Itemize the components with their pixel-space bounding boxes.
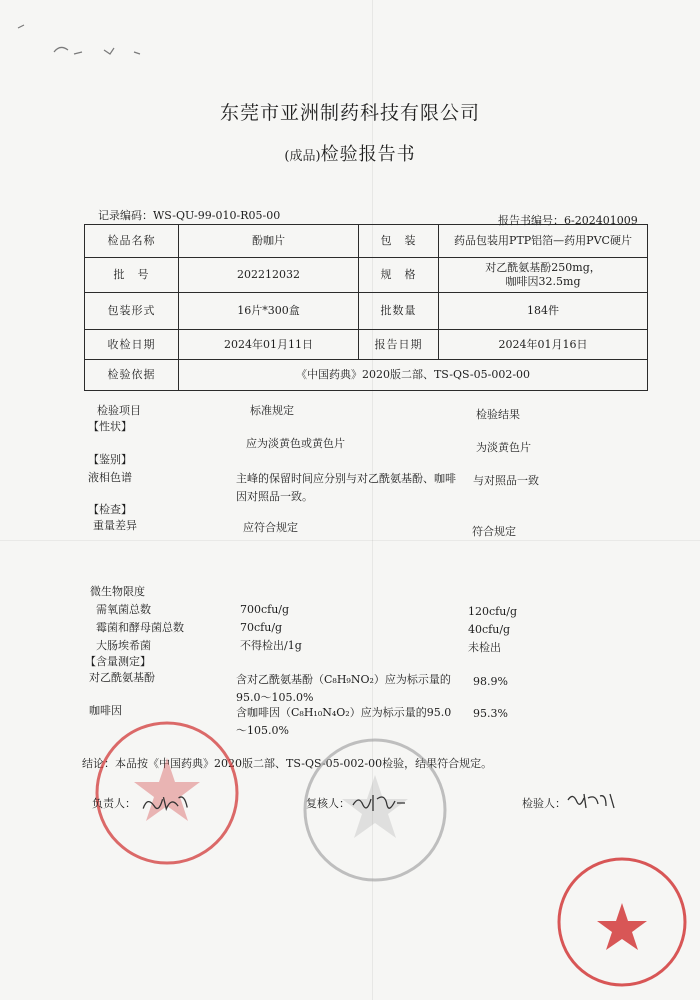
aerobic-result: 120cfu/g: [468, 605, 518, 618]
responsible-signature-image: [139, 789, 191, 816]
section-identification: 【鉴别】: [88, 453, 132, 466]
section-appearance: 【性状】: [88, 420, 132, 433]
packaging-value: 药品包装用PTP铝箔—药用PVC硬片: [439, 225, 648, 258]
table-row: [85, 258, 648, 293]
report-number: 报告书编号：6-202401009: [498, 214, 638, 227]
table-row: [85, 360, 648, 391]
reviewer-signature-image: [351, 791, 407, 815]
micro-item: 微生物限度: [90, 585, 145, 598]
pen-marks: [14, 22, 154, 62]
stamp-right-graphic: [555, 855, 690, 990]
title-text: 检验报告书: [320, 144, 416, 165]
table-row: [85, 293, 648, 330]
basis-label: 检验依据: [85, 360, 179, 391]
caffeine-result: 95.3%: [473, 707, 508, 720]
ident-item: 液相色谱: [88, 471, 132, 484]
apap-item: 对乙酰氨基酚: [89, 671, 155, 684]
record-number: 记录编码：WS-QU-99-010-R05-00: [98, 209, 281, 222]
section-check: 【检查】: [88, 503, 132, 516]
mold-result: 40cfu/g: [468, 623, 511, 636]
table-row: [85, 330, 648, 360]
received-date-value: 2024年01月11日: [179, 330, 359, 360]
quality-management-stamp: [555, 855, 690, 990]
col-header-standard: 标准规定: [250, 404, 294, 417]
product-name-label: 检品名称: [85, 225, 179, 258]
spec-line-1: 对乙酰氨基酚250mg，: [485, 261, 601, 274]
spec-value: [439, 258, 648, 293]
responsible-label: 负责人：: [92, 797, 136, 810]
ident-standard: 主峰的保留时间应分别与对乙酰氨基酚、咖啡因对照品一致。: [236, 472, 456, 503]
apap-result: 98.9%: [473, 675, 508, 688]
spec-line-2: 咖啡因32.5mg: [505, 275, 581, 288]
caffeine-item: 咖啡因: [89, 704, 122, 717]
col-header-result: 检验结果: [476, 408, 520, 421]
reviewer-signature: [351, 791, 407, 819]
ecoli-standard: 不得检出/1g: [240, 639, 302, 652]
inspector-signature-image: [566, 790, 622, 814]
aerobic-item: 需氧菌总数: [96, 603, 151, 616]
report-title: [0, 140, 700, 166]
fold-line-horizontal: [0, 540, 700, 541]
ident-result: 与对照品一致: [473, 474, 539, 487]
product-info-table: [84, 224, 648, 391]
inspector-signature: [566, 790, 622, 818]
mold-item: 霉菌和酵母菌总数: [96, 621, 184, 634]
weight-result: 符合规定: [472, 525, 516, 538]
packaging-label: 包 装: [359, 225, 439, 258]
report-date-label: 报告日期: [359, 330, 439, 360]
weight-item: 重量差异: [93, 519, 137, 532]
caffeine-standard: 含咖啡因（C₈H₁₀N₄O₂）应为标示量的95.0～105.0%: [236, 706, 452, 737]
apap-standard: 含对乙酰氨基酚（C₈H₉NO₂）应为标示量的95.0～105.0%: [236, 673, 451, 704]
ecoli-result: 未检出: [468, 641, 501, 654]
title-prefix: (成品): [284, 149, 321, 164]
pack-form-label: 包装形式: [85, 293, 179, 330]
batch-value: 202212032: [179, 258, 359, 293]
company-name: 东莞市亚洲制药科技有限公司: [219, 102, 480, 124]
basis-value: 《中国药典》2020版二部、TS-QS-05-002-00: [179, 360, 648, 391]
batch-label: 批 号: [85, 258, 179, 293]
responsible-signature: [139, 789, 191, 820]
conclusion: 结论：本品按《中国药典》2020版二部、TS-QS-05-002-00检验，结果符合规定。: [82, 757, 493, 770]
quantity-label: 批数量: [359, 293, 439, 330]
mold-standard: 70cfu/g: [240, 621, 283, 634]
col-header-item: 检验项目: [97, 404, 141, 417]
appearance-standard: 应为淡黄色或黄色片: [246, 437, 345, 450]
spec-label: 规 格: [359, 258, 439, 293]
pack-form-value: 16片*300盒: [179, 293, 359, 330]
quantity-value: 184件: [439, 293, 648, 330]
section-assay: 【含量测定】: [85, 655, 151, 668]
inspector-label: 检验人：: [522, 797, 566, 810]
aerobic-standard: 700cfu/g: [240, 603, 290, 616]
table-row: [85, 225, 648, 258]
product-name-value: 酚咖片: [179, 225, 359, 258]
ecoli-item: 大肠埃希菌: [96, 639, 151, 652]
report-date-value: 2024年01月16日: [439, 330, 648, 360]
received-date-label: 收检日期: [85, 330, 179, 360]
appearance-result: 为淡黄色片: [476, 441, 531, 454]
reviewer-label: 复核人：: [306, 797, 350, 810]
weight-standard: 应符合规定: [243, 521, 298, 534]
